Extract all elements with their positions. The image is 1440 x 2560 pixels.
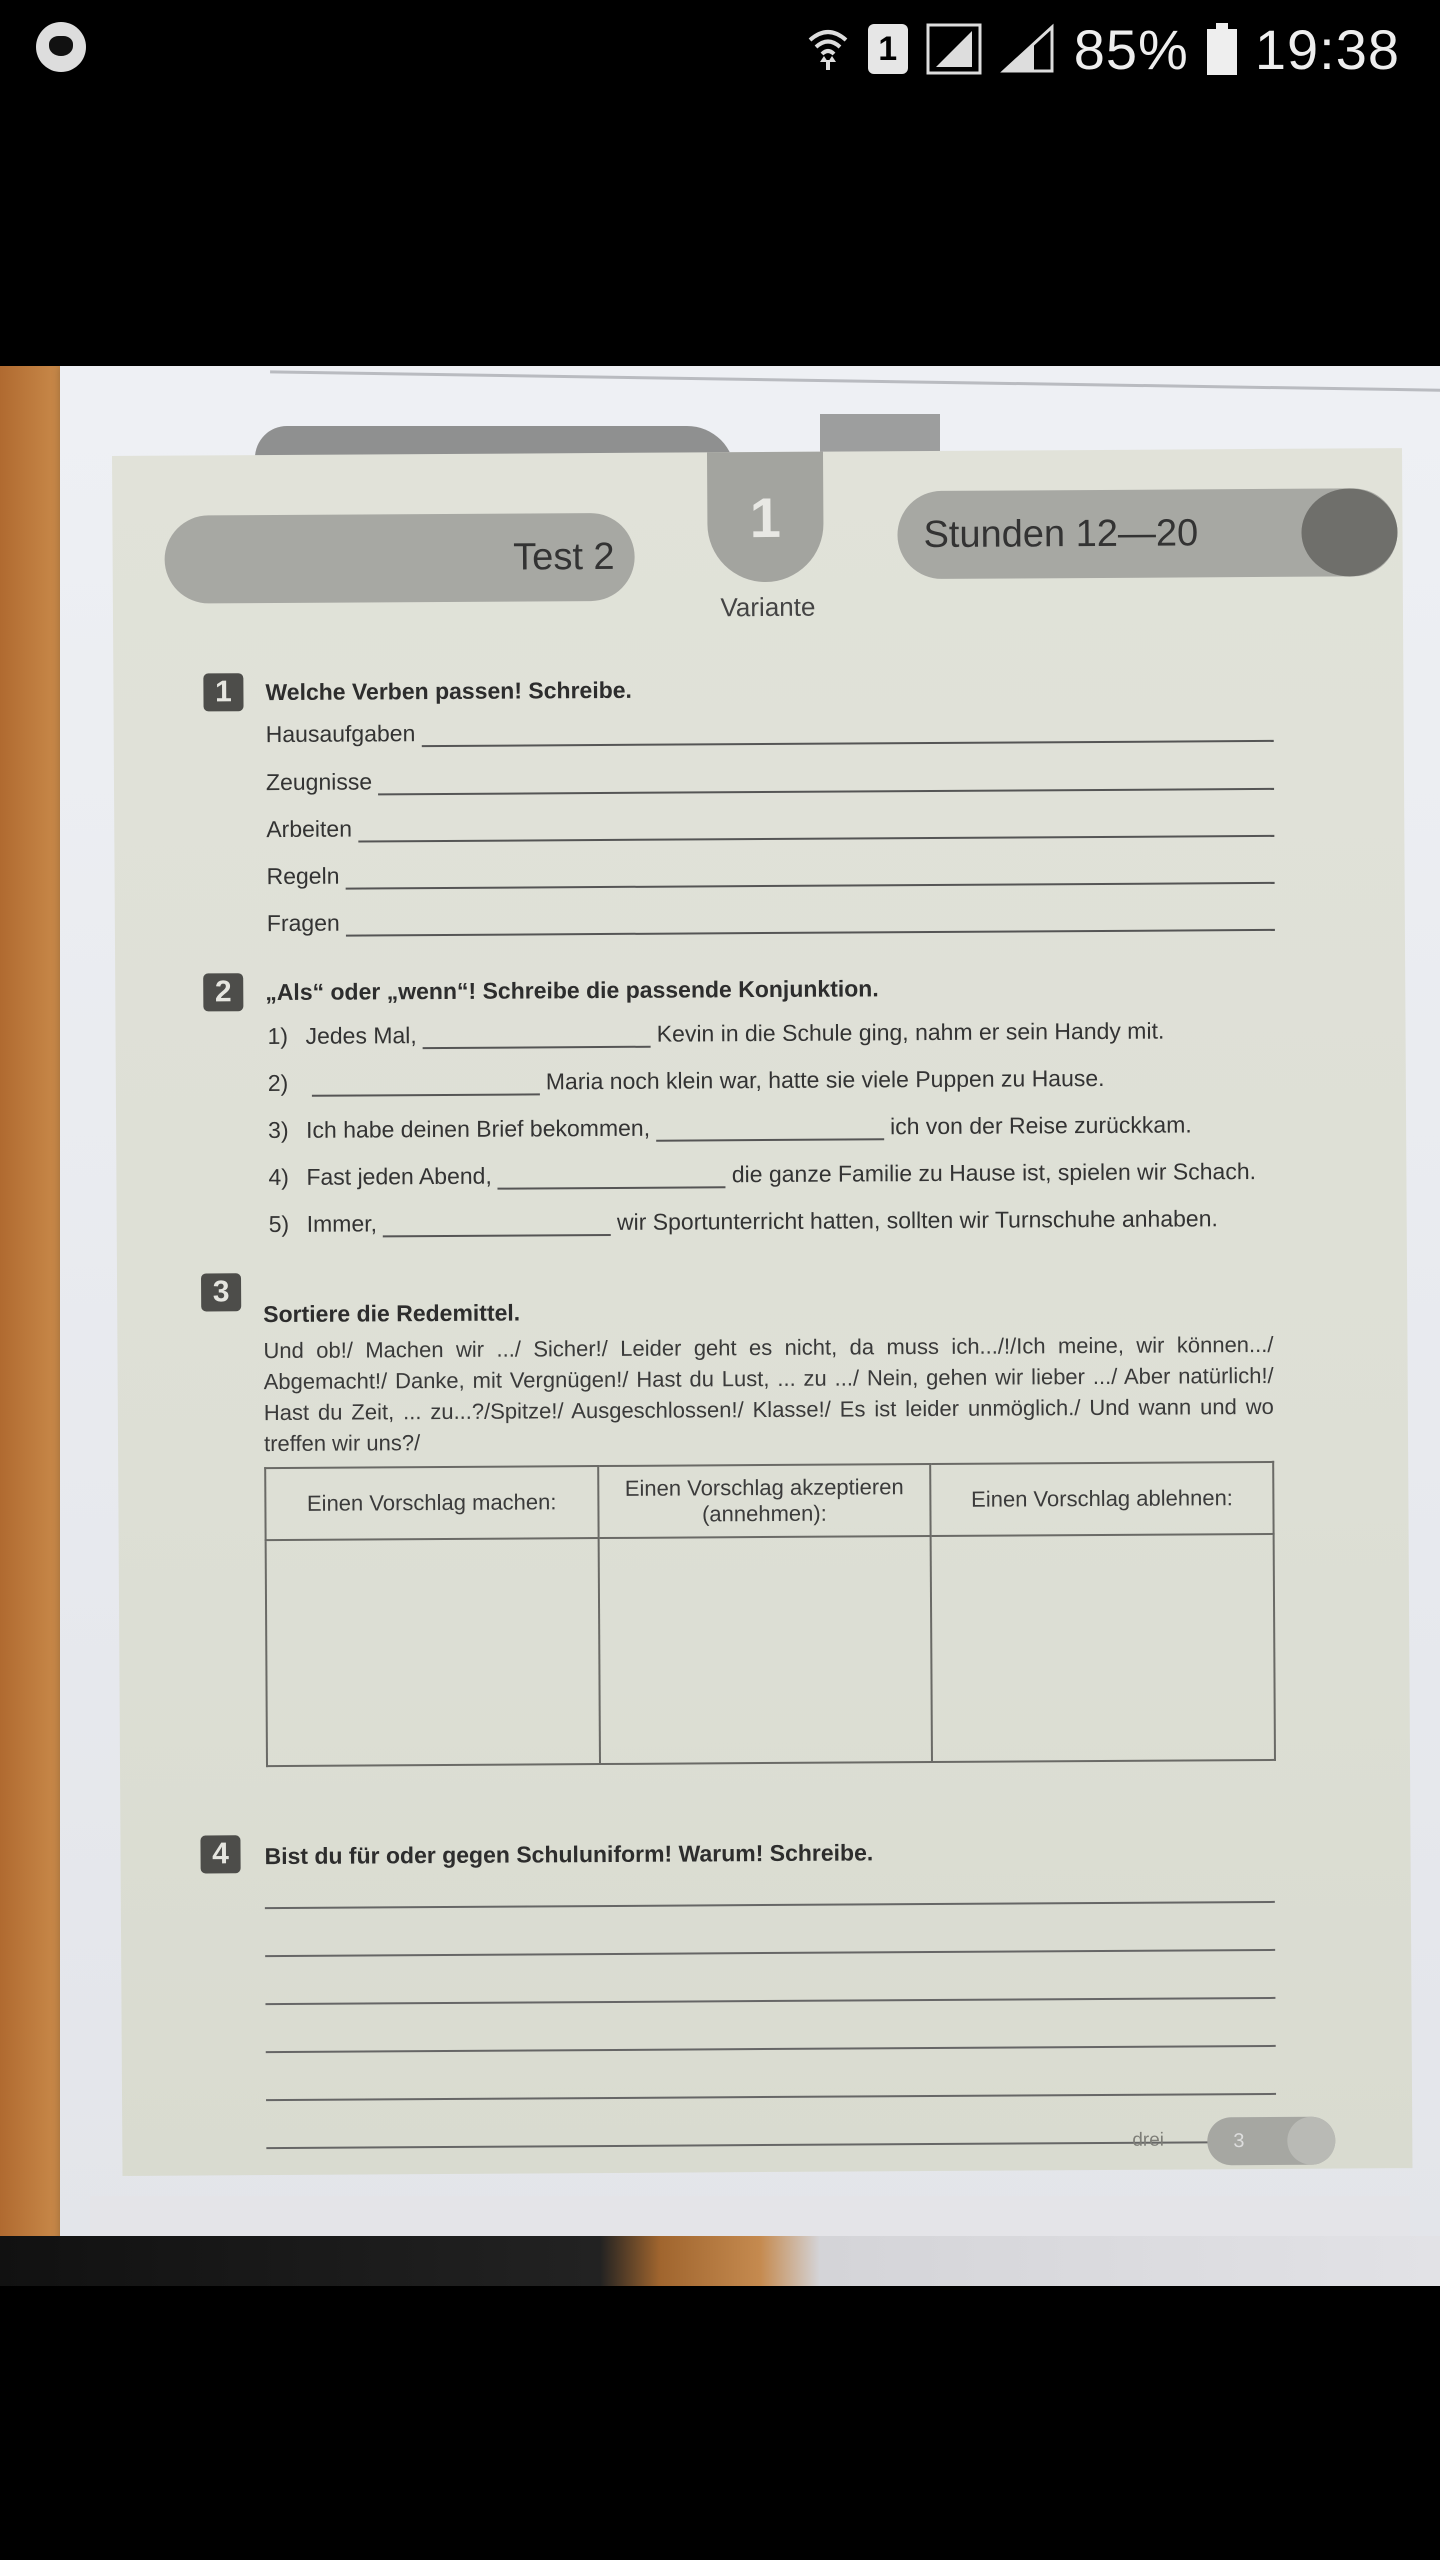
task-number-1: 1 [203,673,243,711]
task1-item: Regeln [266,857,1274,890]
writing-line [266,2141,1276,2149]
signal-sim1-icon [926,23,982,75]
answer-blank [383,1216,611,1237]
lessons-label: Stunden 12—20 [923,511,1199,556]
page-word: drei [1132,2129,1165,2151]
column-header: Einen Vorschlag akzeptieren (annehmen): [598,1464,931,1538]
answer-line [358,819,1274,843]
table-cell [598,1536,932,1764]
task1-item: Arbeiten [266,810,1274,843]
answer-line [378,772,1274,795]
writing-line [266,2045,1276,2053]
answer-line [345,866,1274,890]
task2-item: 4) Fast jeden Abend, die ganze Familie zu Hause ist, spielen wir Schach. [268,1158,1257,1191]
task1-item: Fragen [267,904,1275,937]
pill-circle-decoration [1301,488,1398,577]
answer-blank [423,1028,651,1049]
test-label: Test 2 [513,535,615,579]
task4-title: Bist du für oder gegen Schuluniform! Warum! Schreibe. [264,1839,874,1870]
clock: 19:38 [1254,17,1400,81]
lessons-pill [897,488,1398,579]
writing-line [265,1997,1275,2005]
variant-label: Variante [720,591,816,623]
sim-slot-badge: 1 [868,24,908,74]
task-number-4: 4 [200,1835,240,1873]
signal-sim2-icon [1000,23,1056,75]
sort-table [264,1461,1276,1767]
answer-blank [312,1075,540,1096]
answer-line [346,913,1275,937]
answer-line [421,724,1273,747]
task2-item: 1) Jedes Mal, Kevin in die Schule ging, nahm er sein Handy mit. [267,1017,1165,1050]
table-cell [266,1538,600,1766]
table-cell [931,1534,1275,1762]
task1-title: Welche Verben passen! Schreibe. [265,676,632,706]
redemittel-text: Und ob!/ Machen wir .../ Sicher!/ Leider geht es nicht, da muss ich.../!/Ich meine, wir können.../ Abgemacht!/ Danke, mit Vergnügen!/ Hast du Lust, ... zu .../ Nein, gehen wir lieber .../ Aber natürlich!/ Hast du Zeit, ... zu...?/Spitze!/ Ausgeschlossen!/ Klasse!/ Es ist leider unmöglich./ Und wann und wo treffen wir uns?/ [263,1331,1274,1457]
worksheet-photo [0,366,1440,2286]
variant-number: 1 [707,452,824,583]
background-floor [0,2236,1440,2286]
app-notification-icon [36,22,86,72]
writing-line [266,2093,1276,2101]
battery-percent: 85% [1073,17,1189,81]
task2-item: 5) Immer, wir Sportunterricht hatten, sollten wir Turnschuhe anhaben. [268,1205,1218,1238]
status-icons [806,14,1400,84]
page-number: 3 [1233,2129,1245,2152]
battery-icon [1207,23,1237,75]
column-header: Einen Vorschlag machen: [265,1466,598,1540]
test-label-pill [164,513,635,604]
task2-item: 2) Maria noch klein war, hatte sie viele Puppen zu Hause. [267,1064,1105,1097]
wifi-icon [806,26,850,72]
task2-title: „Als“ oder „wenn“! Schreibe die passende Konjunktion. [265,975,879,1006]
page-number-pill [1207,2117,1335,2166]
answer-blank [498,1168,726,1189]
task3-title: Sortiere die Redemittel. [263,1299,521,1328]
worksheet-page [112,448,1412,2176]
status-bar [0,0,1440,100]
column-header: Einen Vorschlag ablehnen: [930,1462,1273,1536]
task2-item: 3) Ich habe deinen Brief bekommen, ich von der Reise zurückkam. [268,1111,1192,1144]
task-number-2: 2 [203,973,243,1011]
answer-blank [656,1120,884,1141]
writing-line [265,1949,1275,1957]
task1-item: Hausaufgaben [266,715,1274,748]
task1-item: Zeugnisse [266,763,1274,796]
writing-line [265,1901,1275,1909]
task-number-3: 3 [201,1273,241,1311]
